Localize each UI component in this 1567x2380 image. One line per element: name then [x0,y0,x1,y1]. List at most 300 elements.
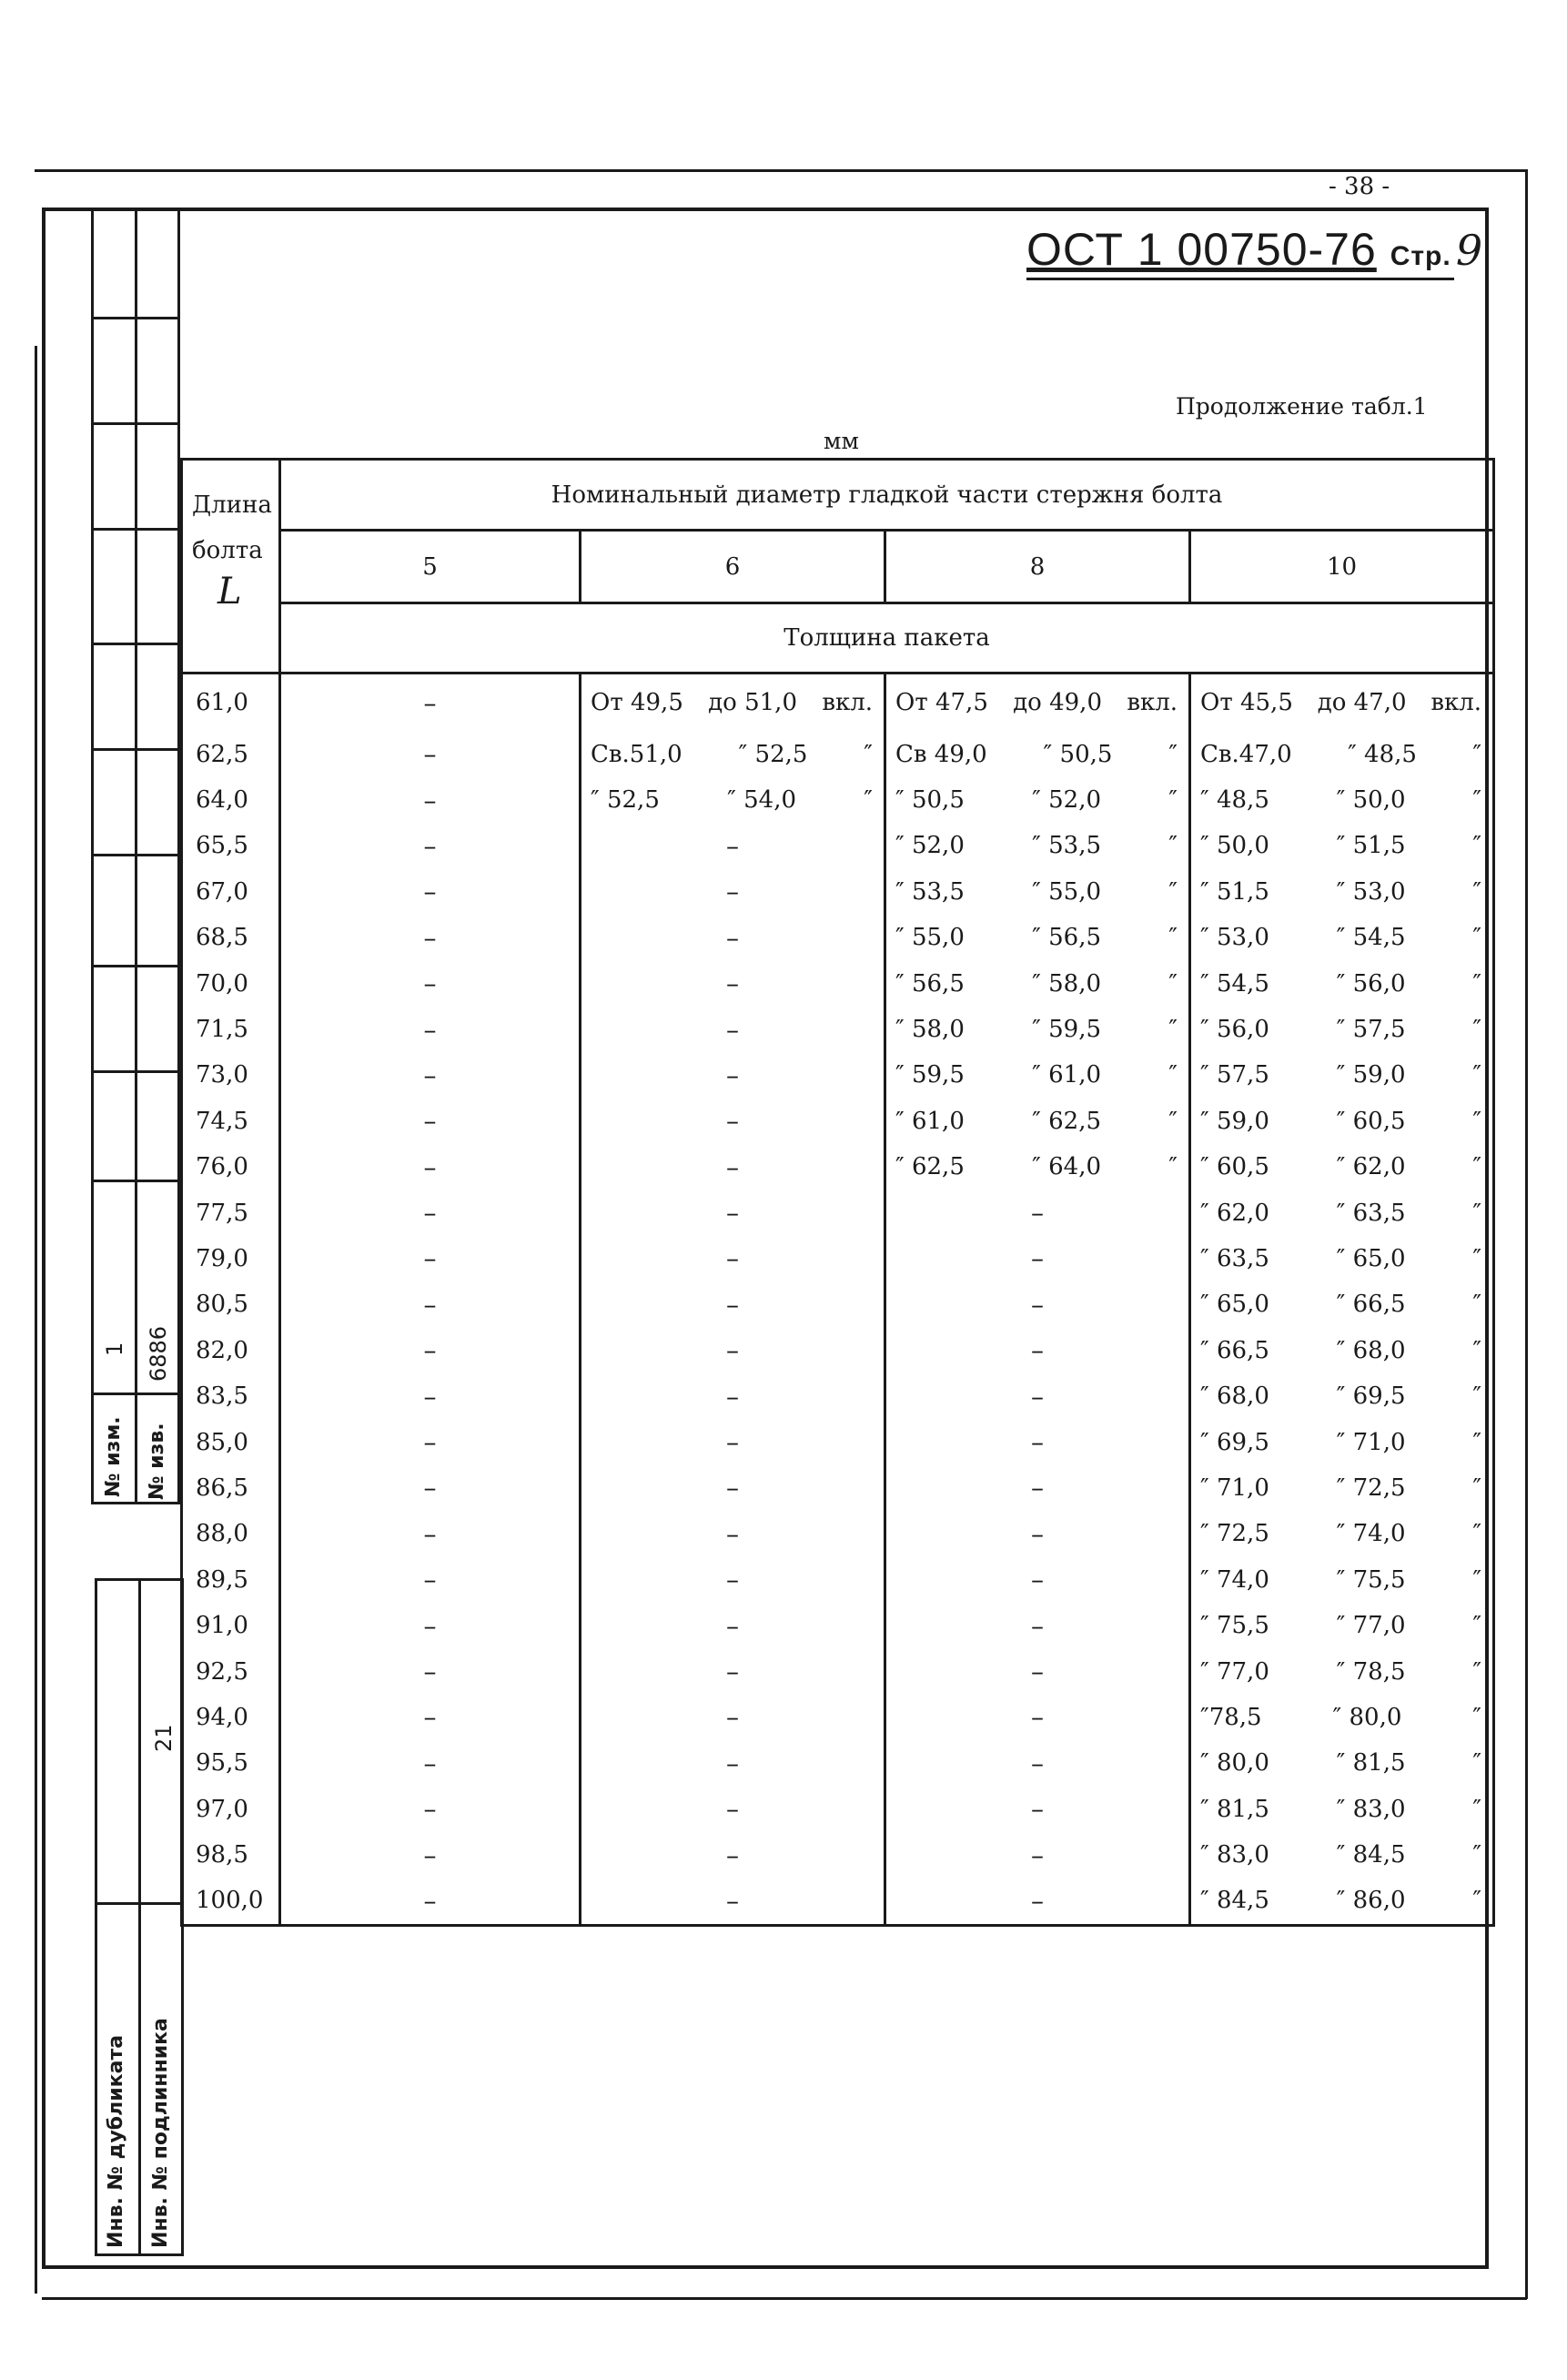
range-from: ″ 72,5 [1200,1520,1269,1548]
range-suffix: ″ [1472,1565,1482,1594]
diameter-5-header: 5 [280,531,581,603]
notice-no-value: 6886 [146,1325,171,1382]
empty-value-cell: – [885,1786,1190,1831]
range-from: ″ 50,5 [895,786,965,815]
bolt-length-cell: 79,0 [182,1236,280,1281]
thickness-range [1191,1153,1492,1180]
range-suffix: ″ [864,740,873,768]
range-to: ″ 65,0 [1336,1244,1406,1272]
range-suffix: ″ [1168,740,1178,768]
table-row [182,777,1494,823]
range-to: ″ 78,5 [1336,1657,1406,1686]
range-to: ″ 84,5 [1336,1841,1406,1869]
range-suffix: ″ [1472,1291,1482,1319]
table-row [182,732,1494,777]
empty-value-cell: – [280,960,581,1006]
bolt-length-cell: 94,0 [182,1695,280,1740]
table-row [182,1832,1494,1878]
range-from: ″ 52,5 [591,786,660,815]
empty-value-cell: – [581,1419,885,1464]
empty-value-cell: – [885,1373,1190,1419]
range-from: ″ 50,0 [1200,832,1269,860]
thickness-range [1191,1566,1492,1594]
empty-value-cell: – [280,1878,581,1925]
range-to: ″ 58,0 [1032,969,1102,998]
range-suffix: ″ [1168,1016,1178,1044]
empty-value-cell: – [280,1603,581,1648]
range-from: ″ 52,0 [895,832,965,860]
range-suffix: ″ [1472,786,1482,815]
range-to: ″ 71,0 [1336,1428,1406,1456]
range-from: ″ 59,0 [1200,1107,1269,1135]
range-from: ″ 53,5 [895,877,965,906]
thickness-range-cell [1190,673,1494,732]
thickness-range [886,924,1188,951]
range-suffix: ″ [1472,1428,1482,1456]
empty-value-cell: – [280,1557,581,1603]
range-to: ″ 55,0 [1032,877,1102,906]
empty-value-cell: – [581,823,885,868]
thickness-range-cell [885,960,1190,1006]
range-from: ″ 57,5 [1200,1061,1269,1089]
empty-value-cell: – [280,1144,581,1190]
range-to: ″ 51,5 [1336,832,1406,860]
empty-value-cell: – [885,1832,1190,1878]
bolt-length-cell: 83,5 [182,1373,280,1419]
thickness-range-cell [885,869,1190,915]
diameter-group-header: Номинальный диаметр гладкой части стержня болта [280,460,1494,531]
empty-value-cell: – [280,1190,581,1235]
empty-value-cell: – [581,1007,885,1052]
empty-value-cell: – [581,1648,885,1694]
empty-value-cell: – [885,1190,1190,1235]
range-to: до 49,0 [1013,689,1102,717]
thickness-range-cell [1190,732,1494,777]
side-stamp-row-line [91,1393,180,1395]
range-from: ″ 69,5 [1200,1428,1269,1456]
thickness-range [886,970,1188,998]
bolt-length-cell: 86,5 [182,1465,280,1511]
table-row [182,1557,1494,1603]
diameter-10-header: 10 [1190,531,1494,603]
thickness-range-cell [885,673,1190,732]
empty-value-cell: – [885,1281,1190,1327]
range-to: ″ 59,5 [1032,1016,1102,1044]
thickness-range [886,786,1188,814]
thickness-range-cell [885,1099,1190,1144]
thickness-range [886,1108,1188,1135]
range-from: ″78,5 [1200,1703,1262,1731]
side-stamp-row-line [91,748,180,751]
thickness-range [1191,1887,1492,1914]
empty-value-cell: – [280,869,581,915]
bolt-length-cell: 61,0 [182,673,280,732]
empty-value-cell: – [885,1419,1190,1464]
range-suffix: ″ [1472,877,1482,906]
range-to: ″ 52,0 [1032,786,1102,815]
table-row [182,1740,1494,1786]
diameter-8-header: 8 [885,531,1190,603]
empty-value-cell: – [280,1007,581,1052]
range-from: ″ 83,0 [1200,1841,1269,1869]
bolt-length-cell: 92,5 [182,1648,280,1694]
empty-value-cell: – [280,1740,581,1786]
range-from: ″ 80,0 [1200,1749,1269,1777]
change-no-value: 1 [102,1342,127,1356]
empty-value-cell: – [280,1373,581,1419]
range-suffix: ″ [1168,832,1178,860]
empty-value-cell: – [581,960,885,1006]
range-from: ″ 81,5 [1200,1795,1269,1823]
thickness-range [1191,1016,1492,1043]
thickness-range [1191,786,1492,814]
range-to: ″ 56,0 [1336,969,1406,998]
range-from: ″ 63,5 [1200,1244,1269,1272]
table-row [182,960,1494,1006]
bolt-length-cell: 76,0 [182,1144,280,1190]
bolt-length-cell: 70,0 [182,960,280,1006]
side-stamp-row-line [91,317,180,319]
side-stamp-row-line [91,854,180,856]
thickness-range [1191,1841,1492,1869]
range-to: ″ 64,0 [1032,1153,1102,1181]
range-to: ″ 77,0 [1336,1612,1406,1640]
range-to: ″ 69,5 [1336,1382,1406,1411]
thickness-range [1191,1658,1492,1686]
bolt-length-cell: 100,0 [182,1878,280,1925]
range-suffix: ″ [1472,1107,1482,1135]
thickness-range [886,832,1188,859]
range-from: ″ 74,0 [1200,1565,1269,1594]
thickness-range-cell [1190,1099,1494,1144]
thickness-range [1191,1704,1492,1731]
range-from: ″ 55,0 [895,924,965,952]
empty-value-cell: – [885,1878,1190,1925]
thickness-range-cell [885,1144,1190,1190]
range-suffix: ″ [1472,1382,1482,1411]
table-row [182,1099,1494,1144]
range-from: ″ 75,5 [1200,1612,1269,1640]
range-suffix: ″ [1472,1520,1482,1548]
thickness-range [1191,1520,1492,1547]
empty-value-cell: – [280,1099,581,1144]
thickness-range-cell [1190,1052,1494,1098]
top-rule [35,169,1527,172]
bottom-rule [42,2297,1527,2300]
range-from: Св.47,0 [1200,740,1292,768]
range-suffix: ″ [1472,1657,1482,1686]
thickness-range [1191,1612,1492,1639]
empty-value-cell: – [581,1786,885,1831]
range-to: ″ 62,5 [1032,1107,1102,1135]
bolt-length-cell: 74,5 [182,1099,280,1144]
range-from: ″ 60,5 [1200,1153,1269,1181]
thickness-range-cell [885,732,1190,777]
range-to: ″ 74,0 [1336,1520,1406,1548]
bolt-length-cell: 89,5 [182,1557,280,1603]
thickness-range [1191,1796,1492,1823]
thickness-range [886,741,1188,768]
table-row [182,1786,1494,1831]
range-to: ″ 57,5 [1336,1016,1406,1044]
empty-value-cell: – [581,1832,885,1878]
range-from: От 45,5 [1200,689,1293,717]
range-suffix: ″ [1472,1061,1482,1089]
table-row [182,1511,1494,1556]
thickness-range-cell [581,777,885,823]
empty-value-cell: – [885,1695,1190,1740]
range-suffix: вкл. [1127,689,1178,717]
table-row [182,823,1494,868]
range-from: ″ 66,5 [1200,1336,1269,1364]
empty-value-cell: – [885,1557,1190,1603]
range-suffix: ″ [1168,1107,1178,1135]
range-suffix: ″ [1472,740,1482,768]
thickness-range [1191,741,1492,768]
thickness-range-cell [1190,1603,1494,1648]
original-inv-label: Инв. № подлинника [149,2018,172,2248]
range-to: ″ 63,5 [1336,1199,1406,1227]
empty-value-cell: – [280,1695,581,1740]
length-symbol: L [217,571,242,613]
thickness-range-cell [1190,869,1494,915]
thickness-range-cell [1190,777,1494,823]
thickness-range [581,689,884,716]
range-from: ″ 56,5 [895,969,965,998]
side-stamp-row-line [91,1070,180,1073]
bolt-length-cell: 64,0 [182,777,280,823]
table-row [182,1419,1494,1464]
range-from: ″ 84,5 [1200,1887,1269,1915]
range-suffix: ″ [1472,1795,1482,1823]
thickness-range-cell [1190,1419,1494,1464]
thickness-range [886,1061,1188,1089]
empty-value-cell: – [280,673,581,732]
range-from: ″ 53,0 [1200,924,1269,952]
table-row [182,1465,1494,1511]
range-to: ″ 83,0 [1336,1795,1406,1823]
range-to: ″ 68,0 [1336,1336,1406,1364]
thickness-range-cell [885,823,1190,868]
bolt-length-cell: 85,0 [182,1419,280,1464]
bolt-length-cell: 77,5 [182,1190,280,1235]
empty-value-cell: – [581,1695,885,1740]
empty-value-cell: – [885,1236,1190,1281]
empty-value-cell: – [581,1052,885,1098]
table-row [182,673,1494,732]
range-to: ″ 86,0 [1336,1887,1406,1915]
thickness-range-cell [581,673,885,732]
table-row [182,915,1494,960]
thickness-range [1191,1108,1492,1135]
bolt-length-cell: 71,5 [182,1007,280,1052]
range-from: ″ 62,5 [895,1153,965,1181]
range-suffix: ″ [1472,1474,1482,1502]
thickness-range-cell [1190,1465,1494,1511]
empty-value-cell: – [581,1099,885,1144]
bolt-length-cell: 91,0 [182,1603,280,1648]
thickness-range-cell [1190,823,1494,868]
empty-value-cell: – [280,1419,581,1464]
doc-code-block [1026,223,1482,276]
empty-value-cell: – [280,1328,581,1373]
duplicate-inv-label: Инв. № дубликата [105,2034,127,2248]
range-to: ″ 54,5 [1336,924,1406,952]
thickness-range [1191,1061,1492,1089]
thickness-range [886,1016,1188,1043]
thickness-range-cell [885,1052,1190,1098]
empty-value-cell: – [581,1511,885,1556]
table-row [182,1648,1494,1694]
table-row [182,1007,1494,1052]
bolt-length-cell: 67,0 [182,869,280,915]
range-to: ″ 60,5 [1336,1107,1406,1135]
empty-value-cell: – [280,732,581,777]
doc-code: ОСТ 1 00750-76 [1026,224,1377,275]
range-from: ″ 71,0 [1200,1474,1269,1502]
left-rule [35,346,37,2294]
range-from: ″ 54,5 [1200,969,1269,998]
empty-value-cell: – [581,1878,885,1925]
thickness-range [1191,878,1492,906]
table-row [182,1144,1494,1190]
range-suffix: ″ [1472,1887,1482,1915]
range-suffix: ″ [1472,1244,1482,1272]
thickness-range-cell [1190,1786,1494,1831]
range-to: ″ 53,0 [1336,877,1406,906]
range-from: Св 49,0 [895,740,987,768]
range-from: ″ 56,0 [1200,1016,1269,1044]
side-stamp-row-line [91,528,180,531]
range-to: ″ 81,5 [1336,1749,1406,1777]
empty-value-cell: – [885,1511,1190,1556]
doc-code-underline [1026,278,1454,280]
range-suffix: ″ [864,786,873,815]
thickness-range-cell [1190,1648,1494,1694]
thickness-range-cell [1190,1236,1494,1281]
package-thickness-header: Толщина пакета [280,603,1494,673]
page-number: - 38 - [1329,173,1390,200]
thickness-range-cell [1190,1190,1494,1235]
thickness-range-cell [1190,960,1494,1006]
thickness-range-cell [1190,915,1494,960]
range-suffix: ″ [1168,877,1178,906]
range-to: ″ 80,0 [1332,1703,1402,1731]
thickness-range-cell [1190,1328,1494,1373]
thickness-range-cell [1190,1878,1494,1925]
empty-value-cell: – [581,1144,885,1190]
table-row [182,1328,1494,1373]
empty-value-cell: – [581,1281,885,1327]
thickness-range-cell [1190,1144,1494,1190]
empty-value-cell: – [581,869,885,915]
table-row [182,1603,1494,1648]
thickness-range-cell [1190,1557,1494,1603]
doc-page-handwritten: 9 [1455,226,1483,275]
range-from: Св.51,0 [591,740,682,768]
empty-value-cell: – [581,1328,885,1373]
thickness-range [1191,1291,1492,1318]
range-suffix: ″ [1168,786,1178,815]
change-no-label: № изм. [102,1416,125,1497]
thickness-range [1191,689,1492,716]
bolt-length-cell: 65,5 [182,823,280,868]
range-suffix: ″ [1472,969,1482,998]
thickness-range [1191,1382,1492,1410]
bolt-length-cell: 73,0 [182,1052,280,1098]
side-stamp-row-line [91,422,180,425]
empty-value-cell: – [280,777,581,823]
notice-no-label: № изв. [146,1423,168,1500]
length-header-line1: Длина [192,491,272,519]
thickness-range [1191,1337,1492,1364]
thickness-range-cell [581,732,885,777]
empty-value-cell: – [885,1648,1190,1694]
table-body [182,673,1494,1926]
range-to: ″ 62,0 [1336,1153,1406,1181]
thickness-range-cell [885,915,1190,960]
empty-value-cell: – [581,1373,885,1419]
thickness-range-cell [885,1007,1190,1052]
thickness-range-cell [1190,1695,1494,1740]
bolt-length-cell: 80,5 [182,1281,280,1327]
range-from: ″ 59,5 [895,1061,965,1089]
empty-value-cell: – [885,1740,1190,1786]
range-suffix: ″ [1472,1841,1482,1869]
side-stamp-row-line [91,1180,180,1182]
range-suffix: ″ [1472,924,1482,952]
units-label: мм [824,428,859,454]
bolt-length-cell: 98,5 [182,1832,280,1878]
table-row [182,1373,1494,1419]
range-suffix: ″ [1472,1612,1482,1640]
length-header-line2: болта [192,537,263,564]
range-suffix: ″ [1472,1749,1482,1777]
range-suffix: ″ [1472,1199,1482,1227]
bolt-length-cell: 95,5 [182,1740,280,1786]
empty-value-cell: – [581,1557,885,1603]
range-to: ″ 54,0 [727,786,797,815]
bolt-length-cell: 68,5 [182,915,280,960]
table-row [182,1052,1494,1098]
range-to: ″ 50,0 [1336,786,1406,815]
range-from: ″ 68,0 [1200,1382,1269,1411]
thickness-range [1191,832,1492,859]
empty-value-cell: – [280,1465,581,1511]
range-suffix: ″ [1472,1153,1482,1181]
side-stamp-row-line [91,643,180,645]
range-to: ″ 48,5 [1348,740,1417,768]
range-to: ″ 61,0 [1032,1061,1102,1089]
range-to: ″ 52,5 [738,740,808,768]
side-stamp-lower-row [95,1902,184,1905]
diameter-6-header: 6 [581,531,885,603]
empty-value-cell: – [581,1190,885,1235]
range-to: ″ 59,0 [1336,1061,1406,1089]
thickness-range [1191,1200,1492,1227]
range-to: ″ 75,5 [1336,1565,1406,1594]
range-to: ″ 72,5 [1336,1474,1406,1502]
table-row [182,1695,1494,1740]
range-to: ″ 53,5 [1032,832,1102,860]
thickness-range [1191,1429,1492,1456]
empty-value-cell: – [581,1740,885,1786]
range-from: От 47,5 [895,689,988,717]
range-suffix: ″ [1472,832,1482,860]
thickness-range [581,786,884,814]
empty-value-cell: – [280,915,581,960]
empty-value-cell: – [581,1236,885,1281]
